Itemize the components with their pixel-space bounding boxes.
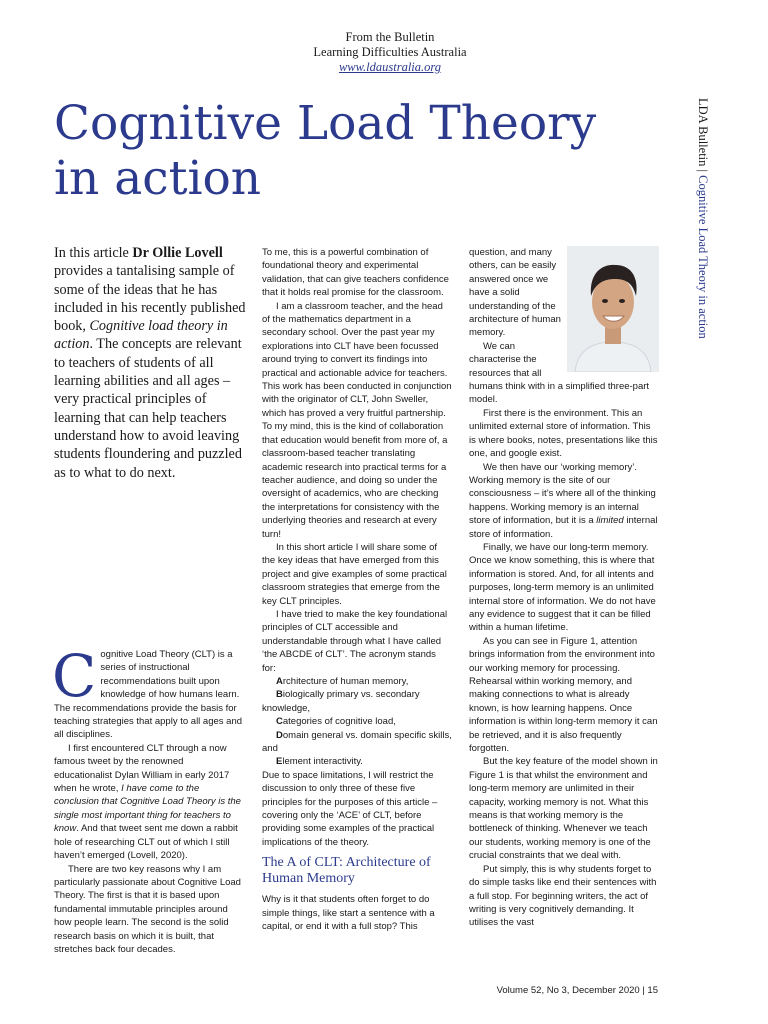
page-footer: Volume 52, No 3, December 2020 | 15 — [496, 985, 658, 996]
title-line-2: in action — [54, 151, 262, 206]
acronym-item — [262, 755, 452, 768]
paragraph: To me, this is a powerful combination of foundational theory and experimental validation, that can give teachers confidence that it holds real promise for the classroom. — [262, 247, 449, 299]
paragraph: We can characterise the resources that all humans think with in a simplified three-part model. — [469, 340, 650, 406]
paragraph: question, and many others, can be easily answered once we have a solid understanding of the architecture of human memory. — [469, 247, 561, 339]
paragraph — [54, 742, 244, 863]
author-portrait-image — [567, 246, 659, 372]
masthead-line-1: From the Bulletin — [345, 30, 435, 44]
acronym-text: iologically primary vs. secondary knowledge, — [262, 689, 420, 714]
masthead — [180, 30, 600, 75]
acronym-letter: B — [276, 689, 283, 701]
standfirst-text: provides a tantalising sample of some of the ideas that he has included in his recently published book, — [54, 263, 246, 335]
paragraph-text: ognitive Load Theory (CLT) is a series of instructional recommendations built upon knowledge of how humans learn. The recommendations provide the basis for teaching strategies that apply to all ages and all disciplines. — [54, 649, 243, 741]
running-header-publication: LDA Bulletin | — [696, 98, 710, 176]
acronym-letter: C — [276, 716, 283, 728]
quoted-tweet: I have come to the conclusion that Cognitive Load Theory is the single most important thing for teachers to know — [54, 783, 241, 835]
acronym-letter: E — [276, 756, 283, 768]
standfirst-text: . The concepts are relevant to teachers of students of all learning abilities and all ages – very practical principles of learning that can help teachers understand how to avoid leaving students floundering and puzzled as to what to do next. — [54, 336, 242, 481]
website-link[interactable]: www.ldaustralia.org — [338, 60, 442, 74]
book-title: Cognitive load theory in action — [54, 318, 228, 353]
paragraph — [469, 461, 659, 541]
article-standfirst — [54, 244, 246, 482]
masthead-line-2: Learning Difficulties Australia — [313, 45, 467, 59]
author-photo — [567, 246, 659, 372]
running-header-vertical — [695, 98, 710, 339]
acronym-letter: D — [276, 729, 283, 741]
paragraph: First there is the environment. This an unlimited external store of information. This is where books, notes, presentations like this one, and google exist. — [469, 407, 658, 460]
paragraph: Put simply, this is why students forget to do simple tasks like end their sentences with a full stop. For beginning writers, the act of writing is very cognitively demanding. It utilises the vast — [469, 863, 657, 929]
acronym-item — [262, 688, 452, 715]
column-2 — [262, 246, 452, 934]
paragraph: I have tried to make the key foundational principles of CLT accessible and understandable through what I have called ‘the ABCDE of CLT’. The acronym stands for: — [262, 608, 448, 674]
paragraph-text: I first encountered CLT through a now famous tweet by the renowned educationalist Dylan William in early 2017 when he wrote, — [54, 742, 230, 795]
paragraph: Due to space limitations, I will restrict the discussion to only three of these five principles for the purposes of this article – covering only the ‘ACE’ of CLT, before providing some examples of the practical implications of the theory. — [262, 769, 438, 848]
column-3 — [469, 246, 659, 930]
paragraph: But the key feature of the model shown in Figure 1 is that whilst the environment and long-term memory are unlimited in their capacity, working memory is not. What this means is that working memory is the bottleneck of thinking. Whenever we teach our students, working memory is one of the crucial constraints that we deal with. — [469, 756, 658, 862]
paragraph: As you can see in Figure 1, attention brings information from the environment into our working memory for processing. Rehearsal within working memory, and making connections to what is already known, is how learning happens. Once information is within long-term memory it can be retrieved, and it is also frequently forgotten. — [469, 635, 658, 755]
paragraph: There are two key reasons why I am particularly passionate about Cognitive Load Theory. The first is that it is based upon fundamental immutable principles around how people learn. The second is the solid research basis on which it is built, that stretches back four decades. — [54, 863, 241, 955]
title-line-1: Cognitive Load Theory — [54, 96, 597, 151]
paragraph: I am a classroom teacher, and the head of the mathematics department in a secondary school. Over the past year my explorations into CLT have been focussed around trying to convert its findings into practical and actionable advice for teachers. This work has been conducted in conjunction with the originator of CLT, John Sweller, which has proved a very fruitful partnership. To my mind, this is the kind of collaboration that education would benefit from more of, a classroom-based teacher translating academic research into practical terms for a teacher audience, and doing so under the oversight of academics, who are checking the interpretations for consistency with the underlying theories and research at every turn! — [262, 300, 452, 540]
paragraph-text: . And that tweet sent me down a rabbit hole of researching CLT out of which I still haven’t emerged (Lovell, 2020). — [54, 823, 238, 862]
column-1 — [52, 642, 244, 956]
paragraph-text: internal store of information. — [469, 515, 658, 540]
section-heading: The A of CLT: Architecture of Human Memory — [262, 855, 431, 887]
acronym-letter: A — [276, 676, 283, 687]
acronym-text: ategories of cognitive load, — [282, 716, 396, 728]
paragraph: In this short article I will share some of the key ideas that have emerged from this project and give examples of some practical classroom strategies that emerge from the key CLT principles. — [262, 541, 447, 607]
acronym-text: rchitecture of human memory, — [282, 676, 409, 687]
paragraph: Finally, we have our long-term memory. Once we know something, this is where that information is stored. And, for all intents and purposes, long-term memory is an unlimited internal store of information. We do not have any evidence to suggest that it can be filled within a human lifetime. — [469, 541, 656, 634]
drop-cap: C — [52, 642, 97, 710]
paragraph — [52, 642, 244, 742]
paragraph: Why is it that students often forget to do simple things, like start a sentence with a capital, or end it with a full stop? This — [262, 894, 435, 933]
acronym-text: omain general vs. domain specific skills, and — [262, 729, 452, 755]
article-title — [54, 96, 674, 206]
acronym-item — [262, 729, 452, 756]
acronym-item — [262, 715, 452, 728]
standfirst-text: In this article — [54, 245, 133, 261]
acronym-text: lement interactivity. — [282, 756, 363, 768]
acronym-item — [262, 675, 452, 688]
paragraph-text: We then have our ‘working memory’. Working memory is the site of our consciousness – it’s where all of the thinking happens. Working memory is an internal store of information, but it is a — [469, 461, 656, 527]
running-header-section: Cognitive Load Theory in action — [696, 175, 710, 339]
author-name: Dr Ollie Lovell — [132, 245, 223, 261]
emphasis: limited — [596, 515, 624, 527]
